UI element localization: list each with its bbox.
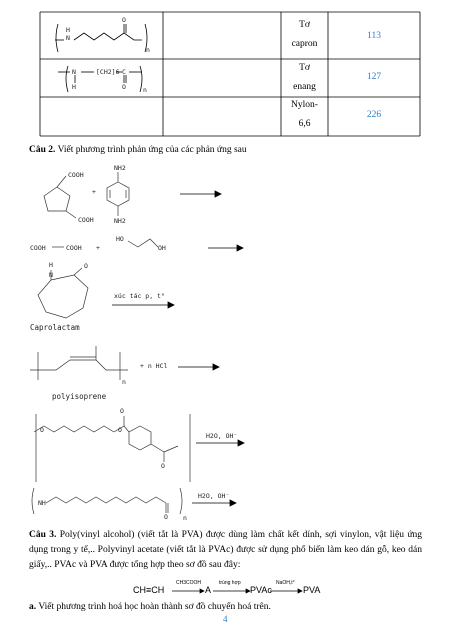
caprolactam-label: Caprolactam	[30, 323, 80, 332]
phenylenediamine-structure	[107, 172, 129, 216]
table-row-2-name	[281, 59, 328, 97]
table-row-3-value: 226	[366, 110, 382, 120]
row2-name-line2: enang	[293, 82, 316, 92]
part-a-label: a.	[29, 602, 37, 612]
row1-name-line2: capron	[291, 39, 318, 49]
cau2-heading	[29, 145, 247, 155]
r5-o3: O	[118, 426, 122, 434]
table-row-2-value: 127	[366, 72, 382, 82]
r1-cooh-top: COOH	[68, 171, 84, 179]
arrow-r3	[112, 302, 174, 308]
scheme-pvac: PVAc	[250, 585, 272, 595]
r4-reagent: + n HCl	[140, 362, 168, 370]
capron-o-label: O	[122, 16, 126, 24]
row3-name-line1: Nylon-	[291, 100, 318, 110]
scheme-start: CH≡CH	[133, 585, 165, 595]
r6-o: O	[164, 513, 168, 521]
scheme-arrows	[172, 589, 302, 593]
table-row-3-name	[281, 96, 328, 134]
capron-n-subscript: n	[146, 46, 150, 54]
part-a	[29, 600, 271, 615]
enang-n-label: N	[72, 68, 76, 76]
scheme-pva: PVA	[303, 585, 321, 595]
r1-plus: +	[92, 188, 96, 196]
r6-condition: H2O, OH⁻	[198, 492, 230, 500]
capron-h-label: H	[66, 26, 70, 34]
r2-plus: +	[96, 244, 100, 252]
r1-cooh-bottom: COOH	[78, 216, 94, 224]
scheme-a: A	[205, 585, 212, 595]
scheme-arrow1-label: CH3COOH	[176, 580, 202, 586]
part-a-text: Viết phương trình hoá học hoàn thành sơ đồ chuyển hoá trên.	[36, 602, 271, 612]
r5-condition: H2O, OH⁻	[206, 432, 238, 440]
scheme-arrow3-label: NaOH,t°	[276, 580, 295, 586]
r3-condition: xúc tác p, t°	[114, 292, 165, 300]
capron-n-label: N	[66, 34, 70, 42]
cau3-text: Poly(vinyl alcohol) (viết tắt là PVA) được dùng làm chất kết dính, sợi vinylon, vật liệu ứng dụng trong y tế,.. Polyvinyl acetate (viết tắt là PVAc) được sử dụng phổ biến làm keo dán gỗ, keo dán giấy,.. PVAc và PVA được tổng hợp theo sơ đồ sau đây:	[29, 530, 422, 570]
arrow-r4	[178, 364, 219, 370]
enang-h-label: H	[72, 83, 76, 91]
polyisoprene-label: polyisoprene	[52, 392, 107, 401]
arrow-r1	[180, 191, 221, 197]
r2-cooh-2: COOH	[66, 244, 82, 252]
enang-n-subscript: n	[143, 86, 147, 94]
enang-ch2-label: [CH2]6	[96, 68, 120, 76]
r5-o2: O	[120, 407, 124, 415]
cyclopentane-structure	[44, 176, 76, 218]
cau3-label: Câu 3.	[29, 530, 57, 540]
r2-oh: OH	[158, 244, 166, 252]
row2-name-line1: Tơ	[299, 63, 310, 73]
r3-o: O	[84, 262, 88, 270]
enang-o-label: O	[122, 83, 126, 91]
caprolactam-structure	[38, 268, 88, 318]
table-row-1-value: 113	[367, 31, 381, 41]
polyisoprene-structure	[30, 346, 128, 380]
r1-nh2-bottom: NH2	[114, 217, 126, 225]
r6-nh: NH	[38, 499, 46, 507]
cau3-paragraph	[29, 528, 422, 573]
page-number: 4	[223, 614, 228, 624]
r1-nh2-top: NH2	[114, 164, 126, 172]
enang-c-label: C	[122, 68, 126, 76]
r2-ho: HO	[116, 235, 124, 243]
row3-name-line2: 6,6	[298, 119, 311, 129]
arrow-r5	[196, 440, 244, 446]
arrow-r6	[192, 500, 236, 506]
polyamide-structure	[32, 488, 182, 514]
polyester-structure	[34, 414, 190, 482]
row1-name-line1: Tơ	[299, 20, 310, 30]
r3-n: N	[49, 271, 53, 279]
r5-o1: O	[40, 426, 44, 434]
r4-subscript: n	[122, 378, 126, 386]
r6-subscript: n	[183, 514, 187, 522]
r2-cooh-1: COOH	[30, 244, 46, 252]
cau2-label: Câu 2.	[29, 145, 56, 155]
scheme-arrow2-label: trùng hợp	[219, 580, 241, 586]
cau2-text: Viết phương trình phản ứng của các phản ứng sau	[55, 145, 247, 155]
r5-o4: O	[161, 462, 165, 470]
r3-h: H	[49, 261, 53, 269]
table-row-1-name	[281, 16, 328, 54]
arrow-r2	[208, 245, 243, 251]
